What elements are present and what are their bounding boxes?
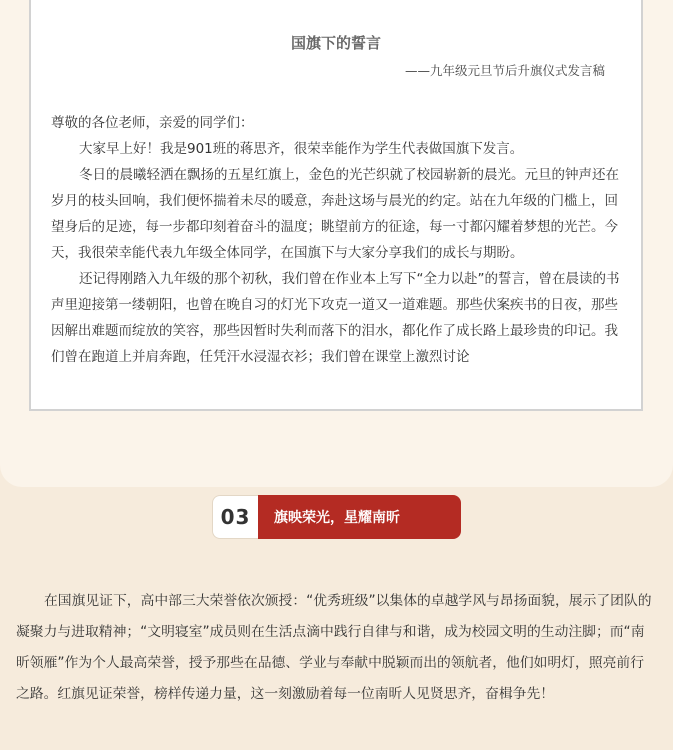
section-number: 03	[212, 495, 258, 539]
document-subtitle: ——九年级元旦节后升旗仪式发言稿	[404, 63, 605, 78]
document-body	[51, 110, 621, 380]
document-paragraph: 冬日的晨曦轻洒在飘扬的五星红旗上，金色的光芒织就了校园崭新的晨光。元旦的钟声还在岁月的枝头回响，我们便怀揣着未尽的暖意，奔赴这场与晨光的约定。站在九年级的门槛上，回望身后的足迹，每一步都印刻着奋斗的温度；眺望前方的征途，每一寸都闪耀着梦想的光芒。今天，我很荣幸能代表九年级全体同学，在国旗下与大家分享我们的成长与期盼。	[51, 167, 619, 261]
speech-document-image	[29, 0, 643, 411]
section-header-badge	[212, 495, 461, 539]
document-paragraph: 还记得刚踏入九年级的那个初秋，我们曾在作业本上写下“全力以赴”的誓言，曾在晨读的书声里迎接第一缕朝阳，也曾在晚自习的灯光下攻克一道又一道难题。那些伏案疾书的日夜，那些因解出难题而绽放的笑容，那些因暂时失利而落下的泪水，都化作了成长路上最珍贵的印记。我们曾在跑道上并肩奔跑，任凭汗水浸湿衣衫；我们曾在课堂上激烈讨论	[51, 271, 620, 365]
section-heading: 旗映荣光，星耀南昕	[258, 495, 461, 539]
document-title: 国旗下的誓言	[290, 34, 381, 52]
section-body-text: 在国旗见证下，高中部三大荣誉依次颁授：“优秀班级”以集体的卓越学风与昂扬面貌，展示了团队的凝聚力与进取精神；“文明寝室”成员则在生活点滴中践行自律与和谐，成为校园文明的生动注脚；而“南昕领雁”作为个人最高荣誉，授予那些在品德、学业与奉献中脱颖而出的领航者，他们如明灯，照亮前行之路。红旗见证荣誉，榜样传递力量，这一刻激励着每一位南昕人见贤思齐，奋楫争先！	[16, 593, 652, 702]
document-paragraph: 大家早上好！我是901班的蒋思齐，很荣幸能作为学生代表做国旗下发言。	[79, 141, 524, 157]
salutation: 尊敬的各位老师，亲爱的同学们：	[51, 115, 254, 131]
